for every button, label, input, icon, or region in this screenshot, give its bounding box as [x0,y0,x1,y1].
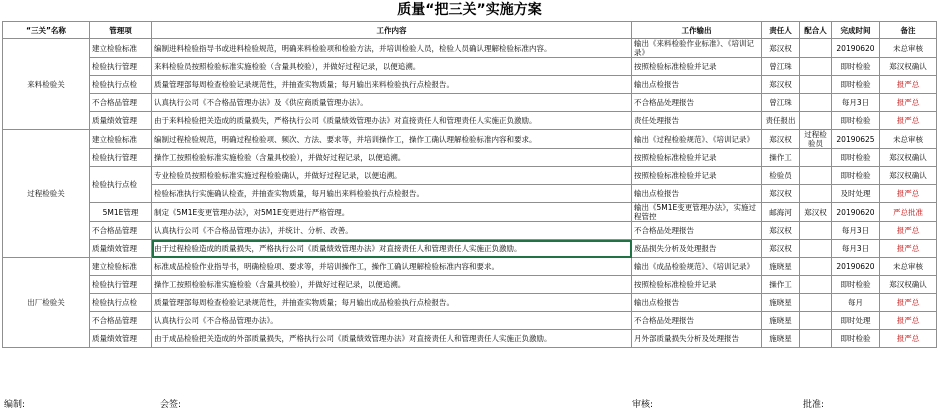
owner-cell[interactable]: 郑汉权 [762,185,800,203]
content-cell[interactable]: 由于成品检验把关造成的外部质量损失，严格执行公司《质量绩效管理办法》对直接责任人和管理责任人实施正负激励。 [152,330,632,348]
item-cell[interactable]: 不合格品管理 [90,312,152,330]
output-cell[interactable]: 输出《过程检验规范》、《培训记录》 [632,130,762,149]
item-cell[interactable]: 建立检验标准 [90,130,152,149]
helper-cell[interactable] [800,240,832,258]
gate-name-cell[interactable]: 出厂检验关 [3,258,90,348]
header-cell-output[interactable]: 工作输出 [632,22,762,39]
output-cell[interactable]: 输出点检报告 [632,185,762,203]
output-cell[interactable]: 不合格品处理报告 [632,94,762,112]
helper-cell[interactable] [800,58,832,76]
helper-cell[interactable] [800,76,832,94]
selected-content-cell[interactable]: 由于过程检验造成的质量损失，严格执行公司《质量绩效管理办法》对直接责任人和管理责任人实施正负激励。 [152,240,632,258]
table-row [3,276,937,294]
table-row [3,149,937,167]
header-cell-time[interactable]: 完成时间 [832,22,880,39]
time-cell[interactable]: 每月3日 [832,240,880,258]
table-row [3,58,937,76]
helper-cell[interactable] [800,39,832,58]
content-cell[interactable]: 编制过程检验规范，明确过程检验项、频次、方法、要求等，并培训操作工，操作工确认理解检验标准内容和要求。 [152,130,632,149]
helper-cell[interactable] [800,258,832,276]
note-cell[interactable]: 郑汉权确认 [880,276,937,294]
page-title: 质量“把三关”实施方案 [397,2,542,18]
time-cell[interactable]: 20190620 [832,258,880,276]
item-cell[interactable]: 质量绩效管理 [90,112,152,130]
note-cell[interactable]: 报严总 [880,330,937,348]
content-cell[interactable]: 操作工按照检验标准实施检验（含量具校验），并做好过程记录，以便追溯。 [152,149,632,167]
helper-cell[interactable] [800,330,832,348]
output-cell[interactable]: 月外部质量损失分析及处理报告 [632,330,762,348]
item-cell[interactable]: 检验执行管理 [90,276,152,294]
content-cell[interactable]: 由于来料检验把关造成的质量损失，严格执行公司《质量绩效管理办法》对直接责任人和管理责任人实施正负激励。 [152,112,632,130]
content-cell[interactable]: 质量管理部每周检查检验记录规范性，并抽查实物质量；每月输出来料检验执行点检报告。 [152,76,632,94]
helper-cell[interactable] [800,294,832,312]
helper-cell[interactable] [800,149,832,167]
output-cell[interactable]: 责任处理报告 [632,112,762,130]
table-row [3,130,937,149]
time-cell[interactable]: 即时检验 [832,76,880,94]
owner-cell[interactable]: 郑汉权 [762,222,800,240]
note-cell[interactable]: 郑汉权确认 [880,149,937,167]
output-cell[interactable]: 不合格品处理报告 [632,312,762,330]
helper-cell[interactable]: 过程检验员 [800,130,832,149]
item-cell[interactable]: 5M1E管理 [90,203,152,222]
countersign-label: 会签: [160,400,182,410]
helper-cell[interactable] [800,112,832,130]
owner-cell[interactable]: 曾江珠 [762,94,800,112]
owner-cell[interactable]: 邮海河 [762,203,800,222]
time-cell[interactable]: 20190620 [832,203,880,222]
header-cell-helper[interactable]: 配合人 [800,22,832,39]
note-cell[interactable]: 郑汉权确认 [880,167,937,185]
time-cell[interactable]: 即时检验 [832,58,880,76]
time-cell[interactable]: 每月 [832,294,880,312]
output-cell[interactable]: 输出《来料检验作业标准》、《培训记录》 [632,39,762,58]
gate-name-cell[interactable]: 来料检验关 [3,39,90,130]
helper-cell[interactable] [800,222,832,240]
table-row [3,222,937,240]
helper-cell[interactable] [800,94,832,112]
content-cell[interactable]: 检验标准执行实施确认检查，并抽查实物质量，每月输出来料检验执行点检报告。 [152,185,632,203]
item-cell[interactable]: 不合格品管理 [90,222,152,240]
output-cell[interactable]: 输出点检报告 [632,294,762,312]
time-cell[interactable]: 20190620 [832,39,880,58]
note-cell[interactable]: 郑汉权确认 [880,58,937,76]
owner-cell[interactable]: 曾江珠 [762,58,800,76]
output-cell[interactable]: 按照检验标准检验并记录 [632,167,762,185]
table-row [3,76,937,94]
content-cell[interactable]: 认真执行公司《不合格品管理办法》及《供应商质量管理办法》。 [152,94,632,112]
output-cell[interactable]: 输出《成品检验规范》、《培训记录》 [632,258,762,276]
content-cell[interactable]: 标准成品检验作业指导书，明确检验项、要求等，并培训操作工，操作工确认理解检验标准内容和要求。 [152,258,632,276]
time-cell[interactable]: 即时处理 [832,312,880,330]
time-cell[interactable]: 即时检验 [832,112,880,130]
signature-footer [0,394,939,412]
helper-cell[interactable] [800,276,832,294]
item-cell[interactable]: 质量绩效管理 [90,330,152,348]
note-cell[interactable]: 严总批准 [880,203,937,222]
content-cell[interactable]: 质量管理部每周检查检验记录规范性，并抽查实物质量；每月输出成品检验执行点检报告。 [152,294,632,312]
item-cell[interactable]: 检验执行管理 [90,149,152,167]
note-cell[interactable]: 未总审核 [880,39,937,58]
review-label: 审核: [632,400,654,410]
owner-cell[interactable]: 施晓星 [762,258,800,276]
table-row [3,312,937,330]
time-cell[interactable]: 即时检验 [832,330,880,348]
owner-cell[interactable]: 郑汉权 [762,130,800,149]
item-cell[interactable]: 质量绩效管理 [90,240,152,258]
table-row [3,167,937,185]
header-cell-note[interactable]: 备注 [880,22,937,39]
content-cell[interactable]: 认真执行公司《不合格品管理办法》。 [152,312,632,330]
table-row [3,39,937,58]
item-cell[interactable]: 建立检验标准 [90,39,152,58]
item-cell[interactable]: 检验执行点检 [90,294,152,312]
content-cell[interactable]: 操作工按照检验标准实施检验（含量具校验），并做好过程记录，以便追溯。 [152,276,632,294]
helper-cell[interactable] [800,167,832,185]
item-cell[interactable]: 检验执行管理 [90,58,152,76]
note-cell[interactable]: 报严总 [880,76,937,94]
output-cell[interactable]: 废品损失分析及处理报告 [632,240,762,258]
note-cell[interactable]: 未总审核 [880,258,937,276]
header-cell-owner[interactable]: 责任人 [762,22,800,39]
gate-name-cell[interactable]: 过程检验关 [3,130,90,258]
content-cell[interactable]: 制定《5M1E变更管理办法》，对5M1E变更进行严格管理。 [152,203,632,222]
header-row [3,22,937,39]
owner-cell[interactable]: 施晓星 [762,294,800,312]
header-cell-item[interactable]: 管理项 [90,22,152,39]
owner-cell[interactable]: 责任报出 [762,112,800,130]
header-cell-content[interactable]: 工作内容 [152,22,632,39]
owner-cell[interactable]: 郑汉权 [762,240,800,258]
content-cell[interactable]: 专业检验员按照检验标准实施过程检验确认，并做好过程记录，以便追溯。 [152,167,632,185]
owner-cell[interactable]: 郑汉权 [762,76,800,94]
output-cell[interactable]: 按照检验标准检验并记录 [632,58,762,76]
output-cell[interactable]: 输出《5M1E变更管理办法》，实施过程管控 [632,203,762,222]
output-cell[interactable]: 不合格品处理报告 [632,222,762,240]
note-cell[interactable]: 报严总 [880,94,937,112]
time-cell[interactable]: 每月3日 [832,94,880,112]
time-cell[interactable]: 每月3日 [832,222,880,240]
note-cell[interactable]: 未总审核 [880,130,937,149]
item-cell[interactable]: 检验执行点检 [90,76,152,94]
helper-cell[interactable]: 郑汉权 [800,203,832,222]
table-row [3,240,937,258]
time-cell[interactable]: 及时处理 [832,185,880,203]
table-row [3,112,937,130]
time-cell[interactable]: 20190625 [832,130,880,149]
time-cell[interactable]: 即时检验 [832,167,880,185]
note-cell[interactable]: 报严总 [880,112,937,130]
time-cell[interactable]: 即时检验 [832,276,880,294]
table-row [3,203,937,222]
approve-label: 批准: [803,400,825,410]
table-row [3,258,937,276]
table-row [3,94,937,112]
item-cell[interactable]: 检验执行点检 [90,167,152,203]
owner-cell[interactable]: 郑汉权 [762,39,800,58]
output-cell[interactable]: 按照检验标准检验并记录 [632,149,762,167]
item-cell[interactable]: 不合格品管理 [90,94,152,112]
owner-cell[interactable]: 施晓星 [762,330,800,348]
helper-cell[interactable] [800,312,832,330]
plan-table [2,21,937,348]
time-cell[interactable]: 即时检验 [832,149,880,167]
owner-cell[interactable]: 操作工 [762,276,800,294]
owner-cell[interactable]: 施晓星 [762,312,800,330]
item-cell[interactable]: 建立检验标准 [90,258,152,276]
prepared-by-label: 编制: [4,400,26,410]
note-cell[interactable]: 报严总 [880,185,937,203]
output-cell[interactable]: 按照检验标准检验并记录 [632,276,762,294]
note-cell[interactable]: 报严总 [880,294,937,312]
note-cell[interactable]: 报严总 [880,240,937,258]
helper-cell[interactable] [800,185,832,203]
content-cell[interactable]: 来料检验员按照检验标准实施检验（含量具校验），并做好过程记录，以便追溯。 [152,58,632,76]
table-row [3,294,937,312]
content-cell[interactable]: 认真执行公司《不合格品管理办法》，并统计、分析、改善。 [152,222,632,240]
output-cell[interactable]: 输出点检报告 [632,76,762,94]
table-row [3,330,937,348]
content-cell[interactable]: 编制进料检验指导书或进料检验规范，明确来料检验项和检验方法，并培训检验人员，检验人员确认理解检验标准内容。 [152,39,632,58]
note-cell[interactable]: 报严总 [880,222,937,240]
owner-cell[interactable]: 操作工 [762,149,800,167]
header-cell-gate[interactable]: “三关”名称 [3,22,90,39]
owner-cell[interactable]: 检验员 [762,167,800,185]
note-cell[interactable]: 报严总 [880,312,937,330]
